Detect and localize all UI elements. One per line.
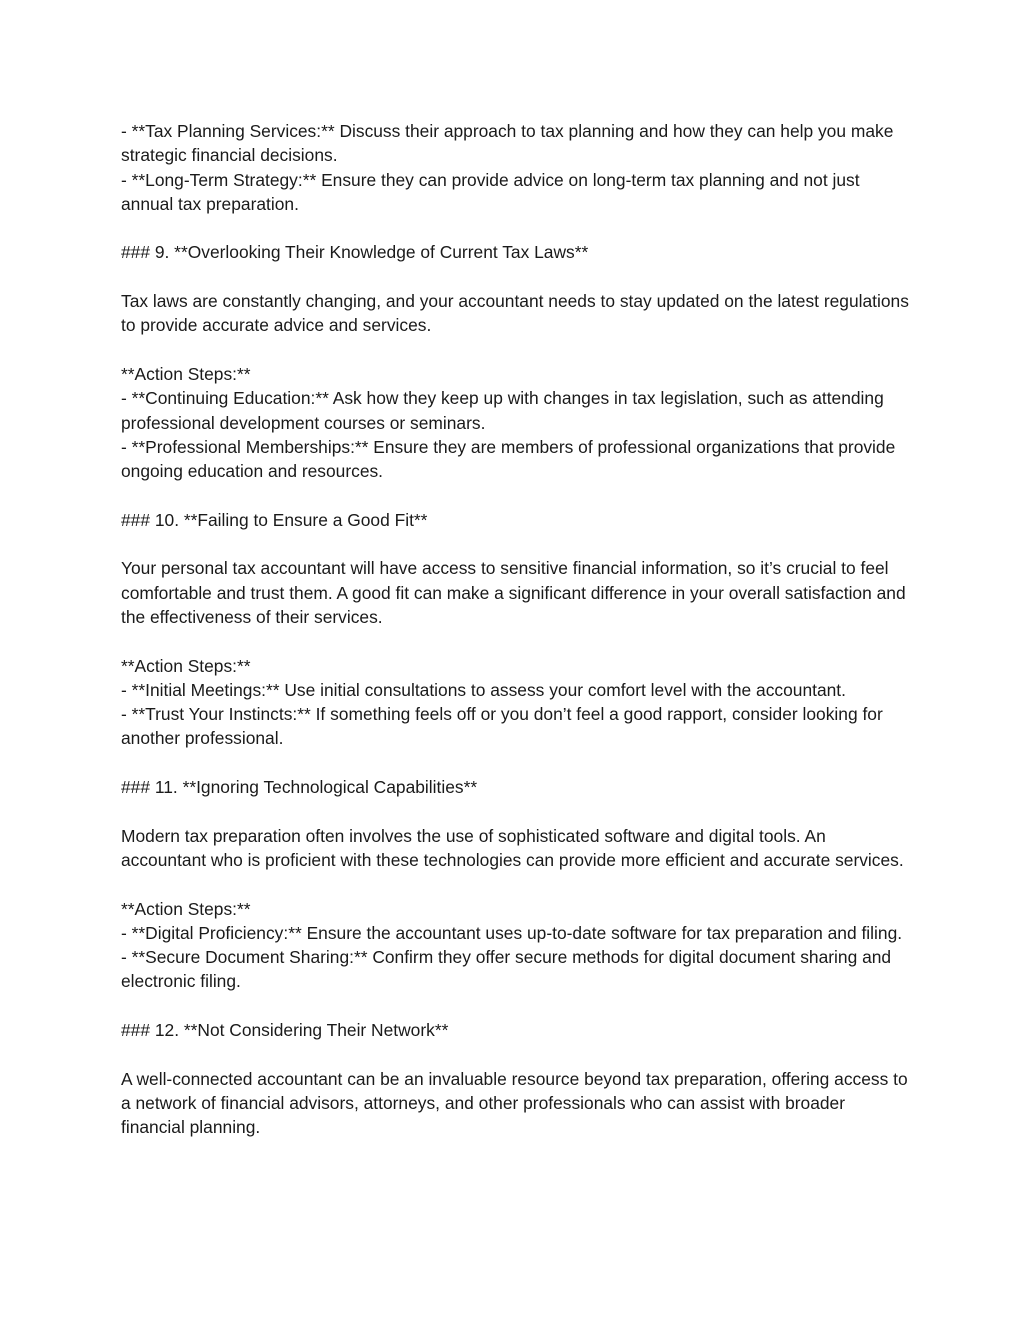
section-heading (121, 775, 911, 799)
paragraph (121, 556, 911, 629)
section-heading (121, 1018, 911, 1042)
paragraph-text: Your personal tax accountant will have access to sensitive financial information, so it’s crucial to feel comfortable and trust them. A good fit can make a significant difference in your overall satisfaction and the effectiveness of their services. (121, 558, 911, 627)
list-item: - **Digital Proficiency:** Ensure the accountant uses up-to-date software for tax preparation and filing. (121, 922, 903, 943)
list-item: - **Long-Term Strategy:** Ensure they can provide advice on long-term tax planning and not just annual tax preparation. (121, 169, 865, 214)
heading-text: ### 12. **Not Considering Their Network** (121, 1019, 449, 1040)
paragraph-text: Modern tax preparation often involves the use of sophisticated software and digital tools. An accountant who is proficient with these technologies can provide more efficient and accurate services. (121, 825, 904, 870)
paragraph (121, 289, 914, 338)
heading-text: ### 10. **Failing to Ensure a Good Fit** (121, 509, 428, 530)
action-steps-label: **Action Steps:** (121, 655, 251, 676)
list-item: - **Continuing Education:** Ask how they keep up with changes in tax legislation, such as attending professional development courses or seminars. (121, 388, 889, 433)
list-block (121, 119, 911, 216)
paragraph (121, 824, 911, 873)
action-steps-block (121, 362, 911, 483)
list-item: - **Tax Planning Services:** Discuss their approach to tax planning and how they can help you make strategic financial decisions. (121, 121, 899, 166)
list-item: - **Secure Document Sharing:** Confirm they offer secure methods for digital document sharing and electronic filing. (121, 947, 896, 992)
action-steps-block (121, 897, 911, 994)
list-item: - **Professional Memberships:** Ensure they are members of professional organizations that provide ongoing education and resources. (121, 436, 901, 482)
action-steps-label: **Action Steps:** (121, 363, 251, 384)
action-steps-label: **Action Steps:** (121, 898, 251, 919)
heading-text: ### 9. **Overlooking Their Knowledge of Current Tax Laws** (121, 242, 589, 263)
list-item: - **Initial Meetings:** Use initial consultations to assess your comfort level with the accountant. (121, 679, 846, 700)
section-heading (121, 240, 911, 264)
paragraph-text: Tax laws are constantly changing, and your accountant needs to stay updated on the latest regulations to provide accurate advice and services. (121, 291, 914, 336)
list-item: - **Trust Your Instincts:** If something feels off or you don’t feel a good rapport, consider looking for another professional. (121, 704, 888, 749)
paragraph-text: A well-connected accountant can be an invaluable resource beyond tax preparation, offering access to a network of financial advisors, attorneys, and other professionals who can assist with broader financial planning. (121, 1068, 913, 1138)
paragraph (121, 1067, 911, 1140)
section-heading (121, 508, 911, 532)
heading-text: ### 11. **Ignoring Technological Capabilities** (121, 777, 478, 798)
action-steps-block (121, 654, 911, 751)
document-body (121, 119, 914, 1139)
